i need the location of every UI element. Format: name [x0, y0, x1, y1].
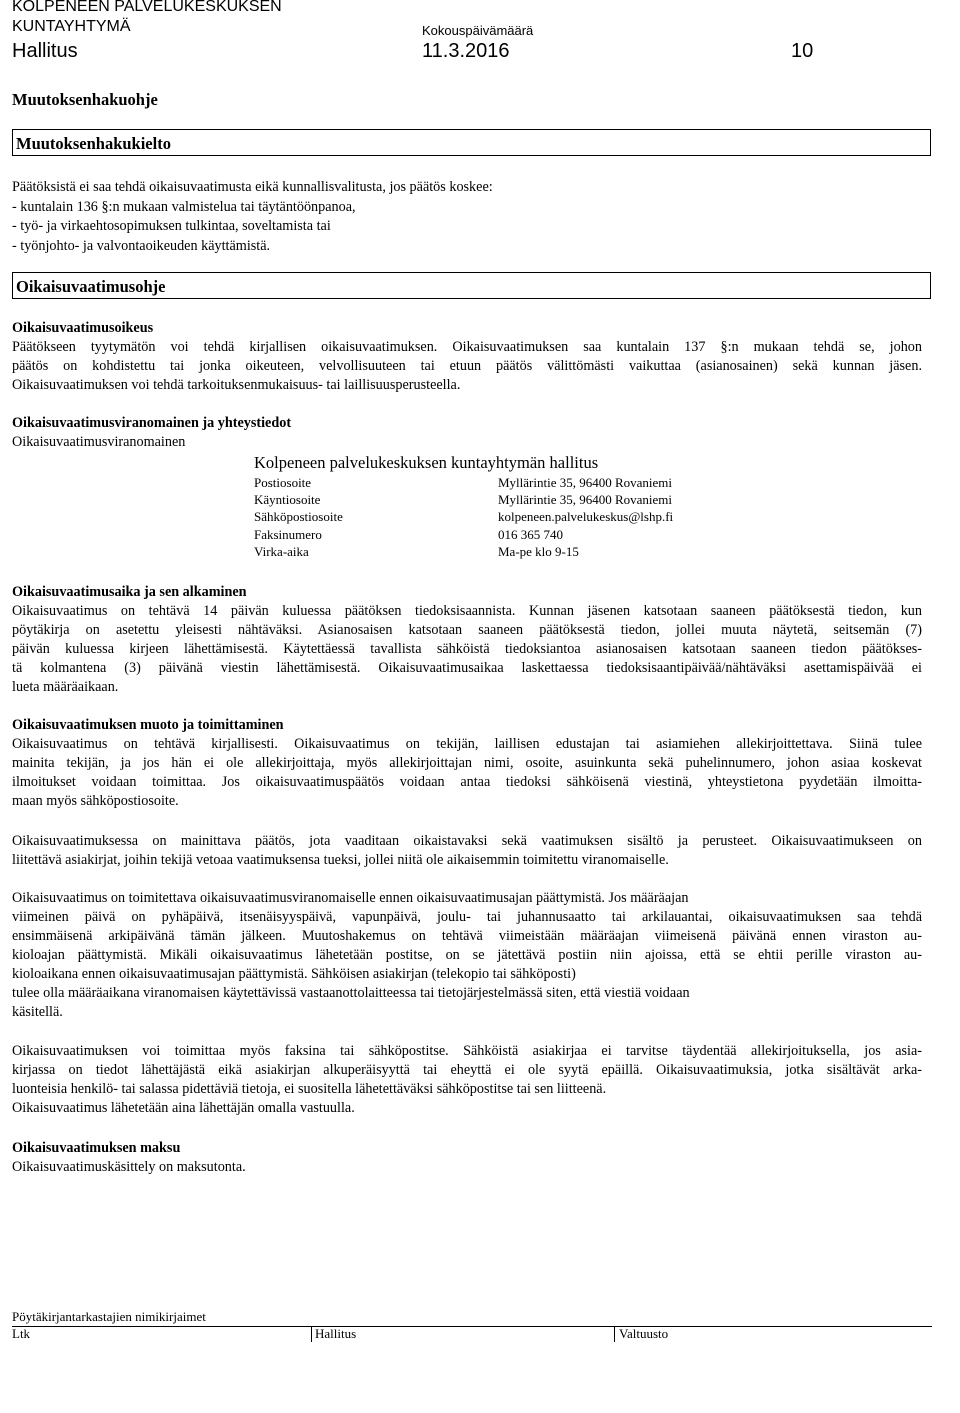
form-p3-line: tulee olla määräaikana viranomaisen käytettävissä vastaanottolaitteessa tai tietojärjestelmässä siten, että viestiä voidaan: [12, 985, 690, 1001]
contact-key: Postiosoite: [254, 475, 312, 490]
authority-heading: Oikaisuvaatimusviranomainen ja yhteystiedot: [12, 415, 292, 431]
date-label: Kokouspäivämäärä: [422, 23, 534, 38]
contact-row: [254, 543, 673, 560]
time-line: päivän kuluessa kirjeen lähettämisestä. Käytettäessä tavallista sähköistä tiedoksiantoa asianosaisen katsotaan saaneen tiedon päätökses-: [12, 641, 922, 657]
main-title: Muutoksenhakuohje: [12, 90, 158, 109]
form-p2: [12, 832, 922, 870]
right-line: päätös on kohdistettu tai jonka oikeuteen, velvollisuuteen tai etuun päätös välittömästi vaikuttaa (asianosainen) sekä kunnan jäsen.: [12, 358, 922, 374]
right-heading: Oikaisuvaatimusoikeus: [12, 320, 154, 336]
meeting-date: 11.3.2016: [422, 40, 510, 62]
form-p3-line: kioloajan päättymistä. Mikäli oikaisuvaatimus lähetetään postitse, on se jätettävä postiin niin ajoissa, että se ehtii perille viraston au-: [12, 947, 922, 963]
form-p3-line: käsitellä.: [12, 1004, 63, 1020]
contact-row: [254, 474, 673, 491]
contact-value: Myllärintie 35, 96400 Rovaniemi: [498, 475, 673, 490]
section-box-ban: [12, 129, 931, 156]
form-p1-line: ilmoitukset voidaan toimittaa. Jos oikaisuvaatimuspäätös voidaan antaa tiedoksi sähköisenä viestinä, yhteystietona pyydetään ilmoitta-: [12, 774, 922, 790]
form-p3: [12, 889, 922, 1022]
time-line: lueta määräaikaan.: [12, 679, 119, 695]
contact-value: Ma-pe klo 9-15: [498, 543, 579, 559]
form-p2-line: Oikaisuvaatimuksessa on mainittava päätös, jota vaaditaan oikaistavaksi sekä vaatimuksen sisältö ja perusteet. Oikaisuvaatimukseen on: [12, 833, 922, 849]
right-line: Oikaisuvaatimuksen voi tehdä tarkoituksenmukaisuus- tai laillisuusperusteella.: [12, 377, 461, 393]
footer-divider: [614, 1326, 615, 1342]
form-p1-line: Oikaisuvaatimus on tehtävä kirjallisesti. Oikaisuvaatimus on tekijän, laillisen edustajan tai asiamiehen allekirjoittettava. Siinä tulee: [12, 736, 922, 752]
contact-row: [254, 526, 673, 543]
ban-text: [12, 178, 922, 256]
contact-value: 016 365 740: [498, 526, 563, 542]
contact-row: [254, 491, 673, 508]
fee-heading: Oikaisuvaatimuksen maksu: [12, 1140, 181, 1156]
section-title-claim: Oikaisuvaatimusohje: [16, 277, 166, 296]
footer-col-hallitus: Hallitus: [315, 1326, 357, 1341]
ban-line: - työ- ja virkaehtosopimuksen tulkintaa, soveltamista tai: [12, 218, 331, 234]
page-number: 10: [791, 40, 814, 62]
time-line: tä kolmantena (3) päivänä viestin lähettämisestä. Oikaisuvaatimusaikaa laskettaessa tiedoksisaantipäivää/nähtäväksi asettamispäivää ei: [12, 660, 922, 676]
right-section: [12, 319, 922, 395]
fee-text: Oikaisuvaatimuskäsittely on maksutonta.: [12, 1159, 246, 1175]
ban-line: - työnjohto- ja valvontaoikeuden käyttämistä.: [12, 237, 271, 254]
form-heading: Oikaisuvaatimuksen muoto ja toimittaminen: [12, 717, 284, 733]
form-p2-line: liitettävä asiakirjat, joihin tekijä vetoaa vaatimuksensa tueksi, jollei niitä ole aikaisemmin toimitettu viranomaiselle.: [12, 852, 669, 868]
form-p4-line: kirjassa on tiedot lähettäjästä eikä asiakirjan alkuperäisyyttä tai eheyttä ei ole syytä epäillä. Oikaisuvaatimuksia, jotka sisältävät arka-: [12, 1062, 922, 1078]
meeting-body: Hallitus: [12, 40, 78, 62]
form-p3-line: viimeinen päivä on pyhäpäivä, itsenäisyyspäivä, vapunpäivä, joulu- tai juhannusaatto tai arkilauantai, oikaisuvaatimuksen saa tehdä: [12, 909, 922, 925]
authority-label: Oikaisuvaatimusviranomainen: [12, 434, 186, 450]
ban-line: - kuntalain 136 §:n mukaan valmistelua tai täytäntöönpanoa,: [12, 198, 356, 215]
fee-section: [12, 1139, 922, 1177]
contact-row: [254, 508, 673, 525]
contact-value: Myllärintie 35, 96400 Rovaniemi: [498, 492, 673, 508]
contact-table: [254, 474, 673, 560]
form-p4-line: Oikaisuvaatimus lähetetään aina lähettäjän omalla vastuulla.: [12, 1100, 355, 1116]
time-heading: Oikaisuvaatimusaika ja sen alkaminen: [12, 584, 247, 600]
contact-key: Virka-aika: [254, 543, 309, 559]
form-p4: [12, 1042, 922, 1118]
contact-email: kolpeneen.palvelukeskus@lshp.fi: [498, 509, 674, 525]
form-section: [12, 716, 922, 811]
footer-divider: [311, 1326, 312, 1342]
time-line: pöytäkirja on asetettu yleisesti nähtäväksi. Asianosaisen katsotaan saaneen päätöksestä tiedon, jollei muuta näytetä, seitsemän (7): [12, 622, 922, 638]
org-name-line2: KUNTAYHTYMÄ: [12, 18, 131, 35]
footer-col-ltk: Ltk: [12, 1326, 31, 1341]
form-p3-line: ensimmäisenä arkipäivänä tämän jälkeen. Muutoshakemus on tehtävä viimeistään määräajan viimeisenä päivänä ennen viraston au-: [12, 928, 922, 944]
footer-col-valtuusto: Valtuusto: [619, 1326, 669, 1341]
right-line: Päätökseen tyytymätön voi tehdä kirjallisen oikaisuvaatimuksen. Oikaisuvaatimuksen saa kuntalain 137 §:n mukaan tehdä se, johon: [12, 339, 922, 355]
form-p1-line: mainita tekijän, ja jos hän ei ole allekirjoittaja, myös allekirjoittajan nimi, osoite, asuinkunta sekä puhelinnumero, johon asiaa koskevat: [12, 755, 922, 771]
form-p4-line: luonteisia henkilö- tai salassa pidettäviä tietoja, ei suositella lähetettäväksi sähköpostitse tai sen liitteenä.: [12, 1081, 607, 1097]
time-section: [12, 583, 922, 697]
form-p3-line: kioloaikana ennen oikaisuvaatimusajan päättymistä. Sähköisen asiakirjan (telekopio tai sähköposti): [12, 966, 576, 982]
time-line: Oikaisuvaatimus on tehtävä 14 päivän kuluessa päätöksen tiedoksisaannista. Kunnan jäsenen katsotaan saaneen päätöksestä tiedon, kun: [12, 603, 922, 619]
contact-key: Sähköpostiosoite: [254, 509, 343, 525]
contact-key: Faksinumero: [254, 526, 322, 542]
authority-name: Kolpeneen palvelukeskuksen kuntayhtymän hallitus: [254, 453, 599, 472]
ban-line: Päätöksistä ei saa tehdä oikaisuvaatimusta eikä kunnallisvalitusta, jos päätös koskee:: [12, 179, 493, 195]
footer-rule: [12, 1326, 932, 1327]
org-name-line1: KOLPENEEN PALVELUKESKUKSEN: [12, 0, 282, 15]
contact-key: Käyntiosoite: [254, 492, 321, 508]
section-box-claim: [12, 272, 931, 299]
footer-label: Pöytäkirjantarkastajien nimikirjaimet: [12, 1309, 206, 1324]
section-title-ban: Muutoksenhakukielto: [16, 134, 171, 153]
form-p3-line: Oikaisuvaatimus on toimitettava oikaisuvaatimusviranomaiselle ennen oikaisuvaatimusajan päättymistä. Jos määräajan: [12, 890, 689, 906]
form-p4-line: Oikaisuvaatimuksen voi toimittaa myös faksina tai sähköpostitse. Sähköistä asiakirjaa ei tarvitse täydentää allekirjoituksella, jos asia-: [12, 1043, 922, 1059]
form-p1-line: maan myös sähköpostiosoite.: [12, 793, 179, 809]
